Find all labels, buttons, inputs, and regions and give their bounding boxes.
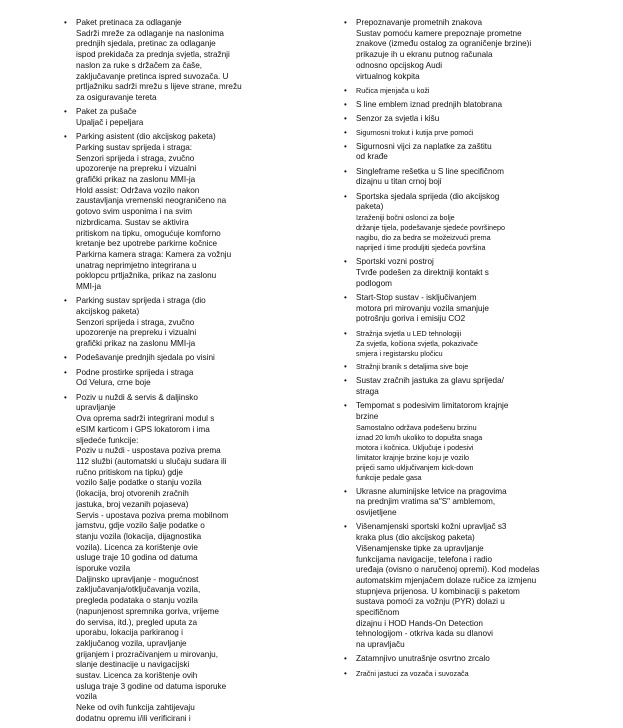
equipment-item <box>62 296 302 350</box>
equipment-item-title: Ručica mjenjača u koži <box>356 85 430 95</box>
bullet-icon: • <box>64 107 67 117</box>
equipment-item-title: Singleframe rešetka u S line specifičnom dizajnu u titan crnoj boji <box>356 166 504 187</box>
equipment-item <box>342 257 542 289</box>
equipment-item-description: Samostalno održava podešenu brzinu iznad 20 km/h ukoliko to dopušta snaga motora i kočnica. Uključuje i podesivi limitator krajnje brzine koju je vozilo prijeći samo uključivanjem kick-down funkcije pedale gasa <box>356 422 483 482</box>
equipment-item-description: Sustav pomoću kamere prepoznaje prometne znakove (između ostalog za ograničenje brzine)i prikazuje ih u ekranu putnog računala odnosno opcijskog Audi virtualnog kokpita <box>356 28 532 81</box>
equipment-item <box>342 142 542 163</box>
equipment-item-title: Poziv u nuždi & servis & daljinsko upravljanje <box>76 392 198 413</box>
bullet-icon: • <box>344 362 347 372</box>
equipment-item-description: Parking sustav sprijeda i straga: Senzori sprijeda i straga, zvučno upozorenje na prepreku i vizualni grafički prikaz na zaslonu MMI-ja Hold assist: Održava vozilo nakon zaustavljanja vremenski neograničeno na gotovo svim usponima i na svim nizbrdicama. Sustav se aktivira pritiskom na tipku, omogućuje komforno kretanje bez upotrebe parkirne kočnice Parkirna kamera straga: Kamera za vožnju unatrag neprimjetno integrirana u poklopcu prtljažnika, prikaz na zaslonu MMI-ja <box>76 142 232 292</box>
equipment-item-title: Parking asistent (dio akcijskog paketa) <box>76 132 216 142</box>
equipment-item-description: Ova oprema sadrži integrirani modul s eSIM karticom i GPS lokatorom i ima sljedeće funkcije: Poziv u nuždi - uspostava poziva prema 112 službi (automatski u slučaju sudara ili ručno pritiskom na tipku) gdje vozilo šalje podatke o stanju vozila (lokacija, broj otvorenih zračnih jastuka, broj vezanih pojaseva) Servis - upostava poziva prema mobilnom jamstvu, gdje vozilo šalje podatke o stanju vozila (lokacija, dijagnostika vozila). Licenca za korištenje ovie usluge traje 10 godina od datuma isporuke vozila Daljinsko upravljanje - mogućnost zaključavanja/otključavanja vozila, pregleda podataka o stanju vozila (napunjenost spremnika goriva, vrijeme do servisa, itd.), pregled uputa za uporabu, lokacija parkiranog i zaključanog vozila, upravljanje grijanjem i prozračivanjem u mirovanju, slanje destinacije u navigacijski sustav. Licenca za korištenje ovih usluga traje 3 godine od datuma isporuke vozila Neke od ovih funkcija zahtijevaju dodatnu opremu i/ili verificirani i <box>76 414 229 723</box>
equipment-item <box>62 393 302 725</box>
equipment-item-title: Parking sustav sprijeda i straga (dio akcijskog paketa) <box>76 296 206 317</box>
equipment-list-right <box>342 18 542 679</box>
bullet-icon: • <box>344 292 347 302</box>
equipment-item <box>342 401 542 483</box>
equipment-item-title: Sportska sjedala sprijeda (dio akcijskog paketa) <box>356 191 500 212</box>
bullet-icon: • <box>64 367 67 377</box>
bullet-icon: • <box>344 85 347 95</box>
equipment-item <box>342 293 542 325</box>
equipment-item-title: Podešavanje prednjih sjedala po visini <box>76 353 215 363</box>
right-column <box>342 18 542 682</box>
equipment-item <box>342 329 542 359</box>
equipment-item <box>342 376 542 397</box>
equipment-item-title: Stražnji branik s detaljima sive boje <box>356 362 469 372</box>
bullet-icon: • <box>344 18 347 27</box>
bullet-icon: • <box>344 99 347 109</box>
equipment-item-title: Višenamjenski sportski kožni upravljač s3 kraka plus (dio akcijskog paketa) <box>356 522 507 543</box>
equipment-item-title: Zatamnjivo unutrašnje osvrtno zrcalo <box>356 654 490 664</box>
equipment-item <box>342 192 542 254</box>
equipment-item <box>62 368 302 389</box>
equipment-item <box>342 18 542 82</box>
equipment-item <box>62 107 302 128</box>
equipment-item-title: Sustav zračnih jastuka za glavu sprijeda/ straga <box>356 376 504 396</box>
bullet-icon: • <box>344 486 347 496</box>
bullet-icon: • <box>344 668 347 678</box>
bullet-icon: • <box>64 296 67 306</box>
left-column <box>62 18 302 728</box>
equipment-item-description: Sadrži mreže za odlaganje na naslonima prednjih sjedala, pretinac za odlaganje ispod prekidača za prednja svjetla, stražnji naslon za ruke s držačem za čaše, zaključavanje pretinca ispred suvozača. U prtljažniku sadrži mrežu s lijeve strane, mrežu za osiguravanje tereta <box>76 28 242 102</box>
bullet-icon: • <box>344 141 347 151</box>
equipment-item <box>62 132 302 293</box>
equipment-item-title: Podne prostirke sprijeda i straga <box>76 367 194 377</box>
equipment-item <box>342 128 542 138</box>
bullet-icon: • <box>344 376 347 386</box>
equipment-item <box>342 654 542 665</box>
equipment-item-description: Višenamjenske tipke za upravljanje funkcijama navigacije, telefona i radio uređaja (ovisno o naručenoj opremi). Kod modelas automatskim mjenjačem dolaze ručice za izmjenu stupnjeva prijenosa. U kombinaciji s paketom sustava pomoći za vožnju (PYR) dolazi u specifičnom dizajnu i HOD Hands-On Detection tehnologijom - otkriva kada su dlanovi na upravljaču <box>356 543 540 650</box>
equipment-item-title: Prepoznavanje prometnih znakova <box>356 18 483 27</box>
equipment-item <box>342 487 542 519</box>
equipment-item <box>342 114 542 125</box>
equipment-item <box>342 86 542 96</box>
bullet-icon: • <box>344 113 347 123</box>
equipment-item <box>342 362 542 372</box>
bullet-icon: • <box>344 654 347 664</box>
equipment-item-title: Paket za pušače <box>76 107 137 117</box>
bullet-icon: • <box>344 328 347 338</box>
equipment-list-left <box>62 18 302 725</box>
bullet-icon: • <box>344 191 347 201</box>
bullet-icon: • <box>64 132 67 142</box>
equipment-item-description: Izraženiji bočni oslonci za bolje držanje tijela, podešavanje sjedeće površinepo nagibu, dio za bedra se možeizvući prema naprijed i time produljiti sjedeća površina <box>356 213 506 253</box>
bullet-icon: • <box>344 128 347 138</box>
equipment-item-description: Upaljač i pepeljara <box>76 117 144 127</box>
equipment-item-title: Sportski vozni postroj <box>356 257 434 267</box>
equipment-item-title: Zračni jastuci za vozača i suvozača <box>356 668 469 678</box>
equipment-item <box>342 522 542 650</box>
equipment-item <box>342 167 542 188</box>
equipment-item-title: Paket pretinaca za odlaganje <box>76 18 182 27</box>
bullet-icon: • <box>64 18 67 27</box>
bullet-icon: • <box>64 353 67 363</box>
equipment-item <box>62 18 302 104</box>
equipment-item-description: Od Velura, crne boje <box>76 378 151 388</box>
equipment-item-description: Senzori sprijeda i straga, zvučno upozorenje na prepreku i vizualni grafički prikaz na zaslonu MMI-ja <box>76 317 197 349</box>
equipment-item-title: Start-Stop sustav - isključivanjem motora pri mirovanju vozila smanjuje potrošnju goriva i emisiju CO2 <box>356 292 489 324</box>
equipment-item-description: Tvrđe podešen za direktniji kontakt s podlogom <box>356 267 489 288</box>
equipment-item <box>62 353 302 364</box>
equipment-item-title: Ukrasne aluminijske letvice na pragovima na prednjim vratima sa"S" amblemom, osvijetljene <box>356 486 507 518</box>
equipment-item <box>342 669 542 679</box>
equipment-item-title: Stražnja svjetla u LED tehnologiji <box>356 328 462 338</box>
bullet-icon: • <box>344 522 347 532</box>
equipment-item-title: Sigurnosni vijci za naplatke za zaštitu od krađe <box>356 141 492 162</box>
bullet-icon: • <box>64 392 67 402</box>
equipment-item-title: S line emblem iznad prednjih blatobrana <box>356 99 503 109</box>
equipment-item-title: Tempomat s podesivim limitatorom krajnje brzine <box>356 401 509 421</box>
bullet-icon: • <box>344 257 347 267</box>
bullet-icon: • <box>344 401 347 411</box>
equipment-item-title: Senzor za svjetla i kišu <box>356 113 440 123</box>
equipment-item <box>342 100 542 111</box>
equipment-item-title: Sigurnosni trokut i kutija prve pomoći <box>356 128 474 138</box>
bullet-icon: • <box>344 166 347 176</box>
equipment-item-description: Za svjetla, kočiona svjetla, pokazivače smjera i registarsku pločicu <box>356 338 478 358</box>
